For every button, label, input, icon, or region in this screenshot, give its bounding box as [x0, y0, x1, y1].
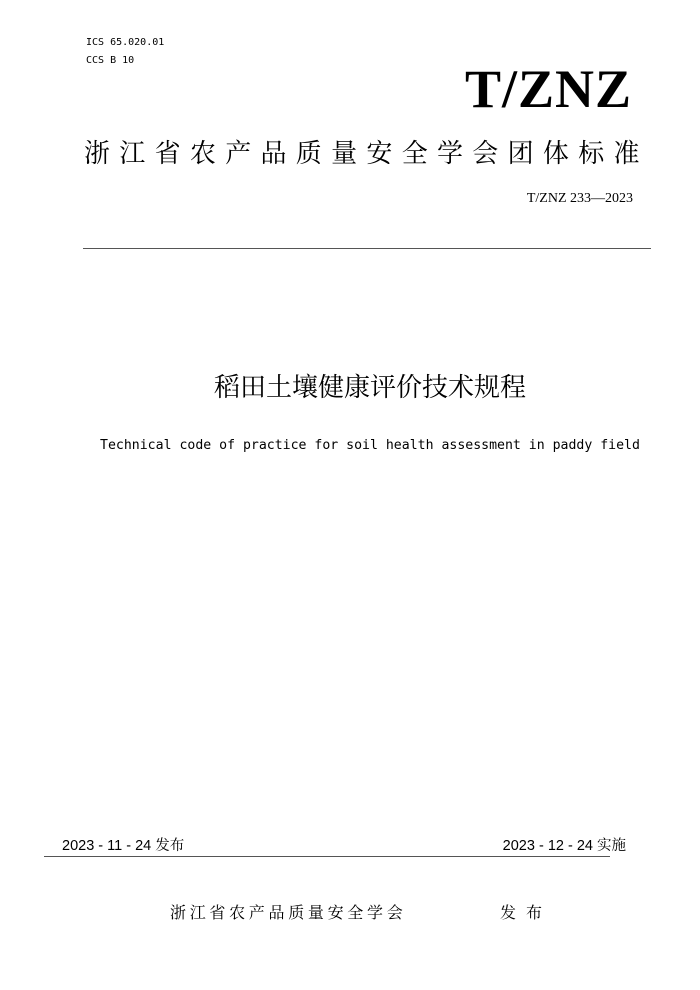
standard-org-name: 浙江省农产品质量安全学会团体标准 [84, 139, 649, 169]
ccs-code: CCS B 10 [86, 55, 135, 66]
ics-code: ICS 65.020.01 [86, 37, 165, 48]
publish-label: 发布 [500, 903, 553, 922]
standard-number: T/ZNZ 233—2023 [526, 191, 633, 206]
implementation-date: 2023 - 12 - 24 实施 [502, 838, 626, 854]
document-title-english: Technical code of practice for soil health assessment in paddy field [100, 438, 640, 453]
publisher-name: 浙江省农产品质量安全学会 [170, 903, 407, 922]
standard-org-code: T/ZNZ [464, 59, 632, 119]
footer-divider [44, 856, 610, 857]
header-divider [83, 248, 651, 249]
document-title-chinese: 稻田土壤健康评价技术规程 [213, 373, 526, 403]
issue-date: 2023 - 11 - 24 发布 [62, 838, 185, 854]
